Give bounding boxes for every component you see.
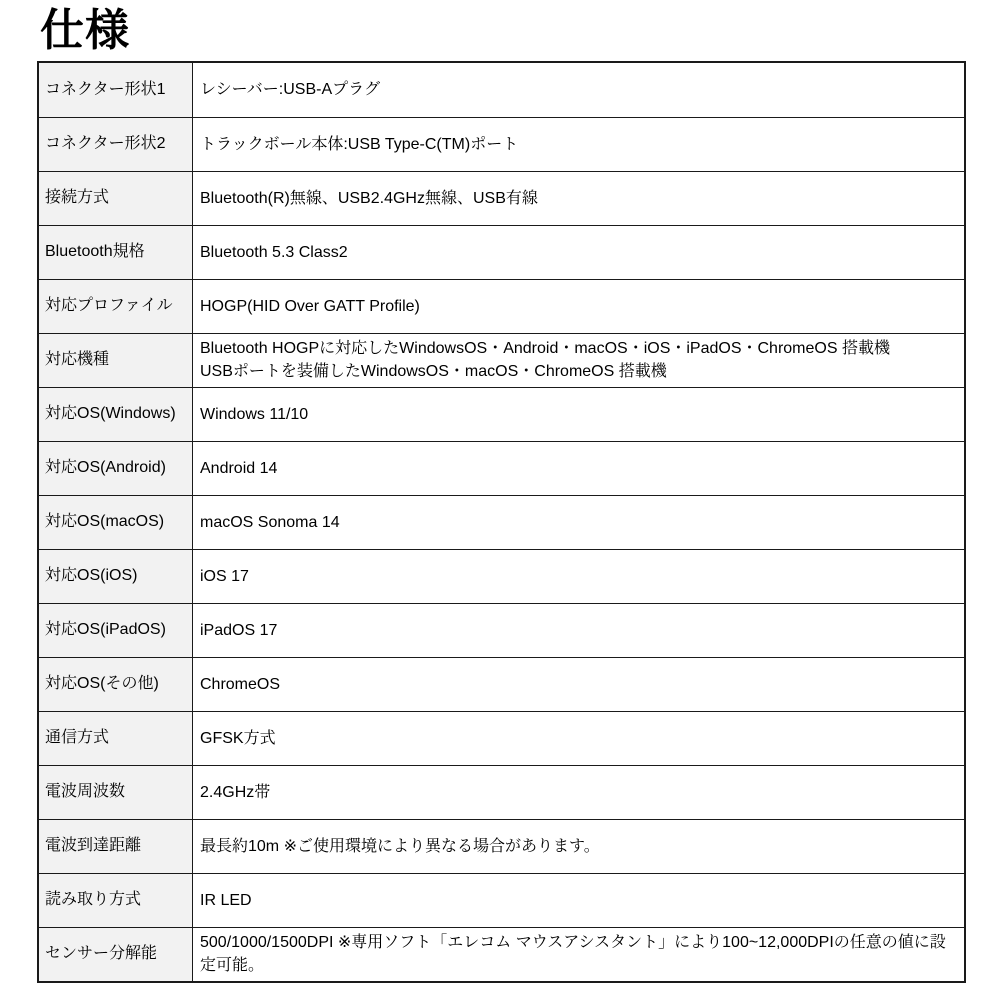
spec-row	[39, 171, 964, 225]
spec-value-line: ChromeOS	[200, 675, 281, 693]
spec-label: 対応OS(Android)	[39, 442, 193, 495]
spec-row	[39, 657, 964, 711]
spec-value	[193, 442, 964, 495]
spec-label: センサー分解能	[39, 928, 193, 981]
spec-value	[193, 712, 964, 765]
spec-value-line: 500/1000/1500DPI ※専用ソフト「エレコム マウスアシスタント」により100~12,000DPIの任意の値に設定可能。	[200, 934, 946, 975]
spec-value-line: トラックボール本体:USB Type-C(TM)ポート	[200, 135, 519, 153]
spec-label: 対応OS(macOS)	[39, 496, 193, 549]
spec-label: 通信方式	[39, 712, 193, 765]
spec-value-line: 2.4GHz帯	[200, 783, 271, 801]
spec-label: 電波周波数	[39, 766, 193, 819]
spec-row	[39, 441, 964, 495]
spec-label: 対応OS(iPadOS)	[39, 604, 193, 657]
page-title: 仕様	[40, 6, 130, 55]
spec-value-line: iOS 17	[200, 567, 249, 585]
spec-value-line: macOS Sonoma 14	[200, 513, 340, 531]
spec-label: 電波到達距離	[39, 820, 193, 873]
spec-table	[37, 61, 966, 983]
spec-value-line: USBポートを装備したWindowsOS・macOS・ChromeOS 搭載機	[200, 363, 667, 381]
spec-value-line: 最長約10m ※ご使用環境により異なる場合があります。	[200, 837, 600, 855]
spec-value	[193, 388, 964, 441]
spec-value-line: Bluetooth 5.3 Class2	[200, 243, 348, 261]
spec-value-line: Android 14	[200, 459, 278, 477]
spec-value	[193, 280, 964, 333]
spec-value	[193, 226, 964, 279]
spec-value	[193, 118, 964, 171]
spec-label: コネクター形状2	[39, 118, 193, 171]
spec-row	[39, 63, 964, 117]
spec-label: 接続方式	[39, 172, 193, 225]
spec-value	[193, 172, 964, 225]
spec-label: 対応OS(その他)	[39, 658, 193, 711]
spec-row	[39, 333, 964, 387]
spec-row	[39, 873, 964, 927]
spec-value	[193, 766, 964, 819]
spec-row	[39, 927, 964, 981]
spec-value-line: iPadOS 17	[200, 621, 278, 639]
spec-value-line: レシーバー:USB-Aプラグ	[200, 81, 381, 99]
spec-row	[39, 603, 964, 657]
spec-value-line: Windows 11/10	[200, 405, 309, 423]
spec-row	[39, 387, 964, 441]
spec-value	[193, 604, 964, 657]
spec-value-line: Bluetooth(R)無線、USB2.4GHz無線、USB有線	[200, 189, 538, 207]
spec-row	[39, 549, 964, 603]
spec-value	[193, 334, 964, 387]
spec-label: 対応OS(Windows)	[39, 388, 193, 441]
spec-value-line: Bluetooth HOGPに対応したWindowsOS・Android・macOS・iOS・iPadOS・ChromeOS 搭載機	[200, 340, 890, 358]
spec-row	[39, 117, 964, 171]
spec-row	[39, 765, 964, 819]
spec-value	[193, 820, 964, 873]
spec-label: 対応プロファイル	[39, 280, 193, 333]
spec-label: 対応機種	[39, 334, 193, 387]
spec-value-line: GFSK方式	[200, 729, 276, 747]
spec-value	[193, 63, 964, 117]
spec-label: コネクター形状1	[39, 63, 193, 117]
spec-row	[39, 711, 964, 765]
spec-value	[193, 658, 964, 711]
spec-label: 対応OS(iOS)	[39, 550, 193, 603]
spec-row	[39, 495, 964, 549]
spec-value-line: IR LED	[200, 891, 252, 909]
spec-value	[193, 496, 964, 549]
spec-value	[193, 550, 964, 603]
spec-row	[39, 225, 964, 279]
spec-row	[39, 819, 964, 873]
spec-label: Bluetooth規格	[39, 226, 193, 279]
spec-label: 読み取り方式	[39, 874, 193, 927]
spec-row	[39, 279, 964, 333]
spec-value	[193, 874, 964, 927]
spec-value	[193, 928, 964, 981]
spec-value-line: HOGP(HID Over GATT Profile)	[200, 297, 420, 315]
